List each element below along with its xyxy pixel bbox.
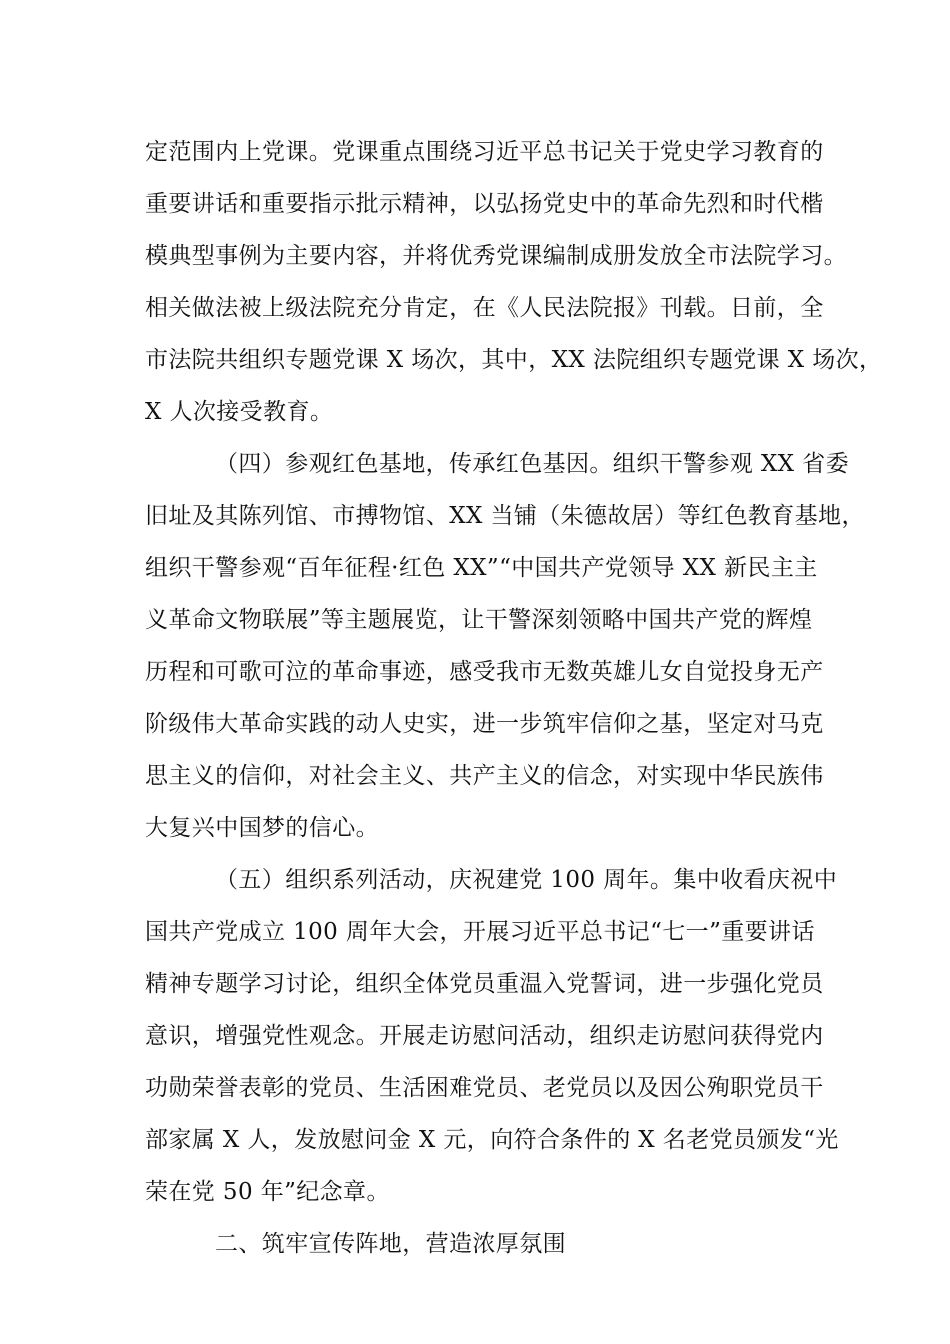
text-line: 思主义的信仰，对社会主义、共产主义的信念，对实现中华民族伟 (145, 763, 824, 789)
text-line: 阶级伟大革命实践的动人史实，进一步筑牢信仰之基，坚定对马克 (145, 711, 824, 737)
text-line: 组织干警参观“百年征程·红色 XX”“中国共产党领导 XX 新民主主 (145, 555, 818, 581)
text-line: 精神专题学习讨论，组织全体党员重温入党誓词，进一步强化党员 (145, 971, 824, 997)
text-line: X 人次接受教育。 (145, 399, 334, 425)
text-line: 部家属 X 人，发放慰问金 X 元，向符合条件的 X 名老党员颁发“光 (145, 1127, 839, 1153)
text-line: 功勋荣誉表彰的党员、生活困难党员、老党员以及因公殉职党员干 (145, 1075, 824, 1101)
text-line: 历程和可歌可泣的革命事迹，感受我市无数英雄儿女自觉投身无产 (145, 659, 824, 685)
text-line: 旧址及其陈列馆、市搏物馆、XX 当铺（朱德故居）等红色教育基地， (145, 503, 865, 529)
text-line: 大复兴中国梦的信心。 (145, 815, 379, 841)
section-five-heading-line: （五）组织系列活动，庆祝建党 100 周年。集中收看庆祝中 (215, 867, 838, 893)
text-line: 定范围内上党课。党课重点围绕习近平总书记关于党史学习教育的 (145, 139, 824, 165)
text-line: 重要讲话和重要指示批示精神，以弘扬党史中的革命先烈和时代楷 (145, 191, 824, 217)
text-line: 荣在党 50 年”纪念章。 (145, 1179, 390, 1205)
text-line: 相关做法被上级法院充分肯定，在《人民法院报》刊载。日前，全 (145, 295, 824, 321)
text-line: 国共产党成立 100 周年大会，开展习近平总书记“七一”重要讲话 (145, 919, 815, 945)
section-heading: 二、筑牢宣传阵地，营造浓厚氛围 (215, 1231, 566, 1257)
text-line: 意识，增强党性观念。开展走访慰问活动，组织走访慰问获得党内 (145, 1023, 824, 1049)
section-four-heading-line: （四）参观红色基地，传承红色基因。组织干警参观 XX 省委 (215, 451, 849, 477)
text-line: 模典型事例为主要内容，并将优秀党课编制成册发放全市法院学习。 (145, 243, 847, 269)
text-line: 市法院共组织专题党课 X 场次，其中，XX 法院组织专题党课 X 场次， (145, 347, 883, 373)
text-line: 义革命文物联展”等主题展览，让干警深刻领略中国共产党的辉煌 (145, 607, 813, 633)
